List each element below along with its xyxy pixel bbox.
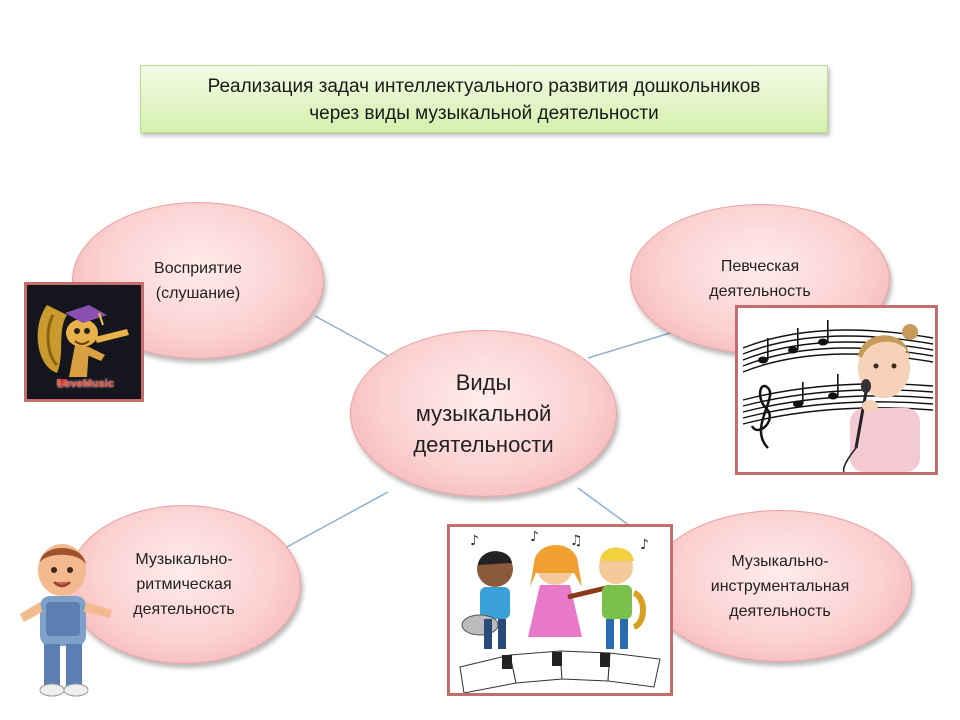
- node-perception-label: Восприятие (слушание): [154, 259, 242, 302]
- baby-icon: [14, 540, 122, 700]
- diagram-title: [140, 65, 828, 133]
- singing-picture: [735, 305, 938, 475]
- node-center: [350, 330, 617, 497]
- svg-text:♪: ♪: [640, 537, 649, 553]
- connector-rhythmic: [285, 492, 388, 548]
- node-instrumental-label: Музыкально- инструментальная деятельность: [710, 552, 850, 620]
- svg-text:♫: ♫: [570, 533, 583, 549]
- listening-picture: [24, 282, 144, 402]
- baby-picture: [14, 540, 122, 700]
- instrumental-picture: [447, 524, 673, 696]
- connector-perception: [315, 316, 392, 358]
- svg-text:♪: ♪: [470, 533, 479, 549]
- title-line-2: через виды музыкальной деятельности: [309, 103, 659, 124]
- children-musicians-icon: [450, 527, 670, 693]
- title-line-1: Реализация задач интеллектуального развития дошкольников: [207, 76, 761, 97]
- connector-singing: [588, 330, 680, 358]
- node-rhythmic-label: Музыкально- ритмическая деятельность: [133, 551, 235, 618]
- node-instrumental: [648, 510, 912, 662]
- lovemusic-logo: LoveMusic: [57, 378, 114, 390]
- svg-text:♪: ♪: [530, 529, 539, 545]
- node-center-label: Виды музыкальной деятельности: [413, 370, 554, 457]
- node-singing-label: Певческая деятельность: [709, 258, 811, 300]
- singing-girl-icon: [738, 308, 935, 472]
